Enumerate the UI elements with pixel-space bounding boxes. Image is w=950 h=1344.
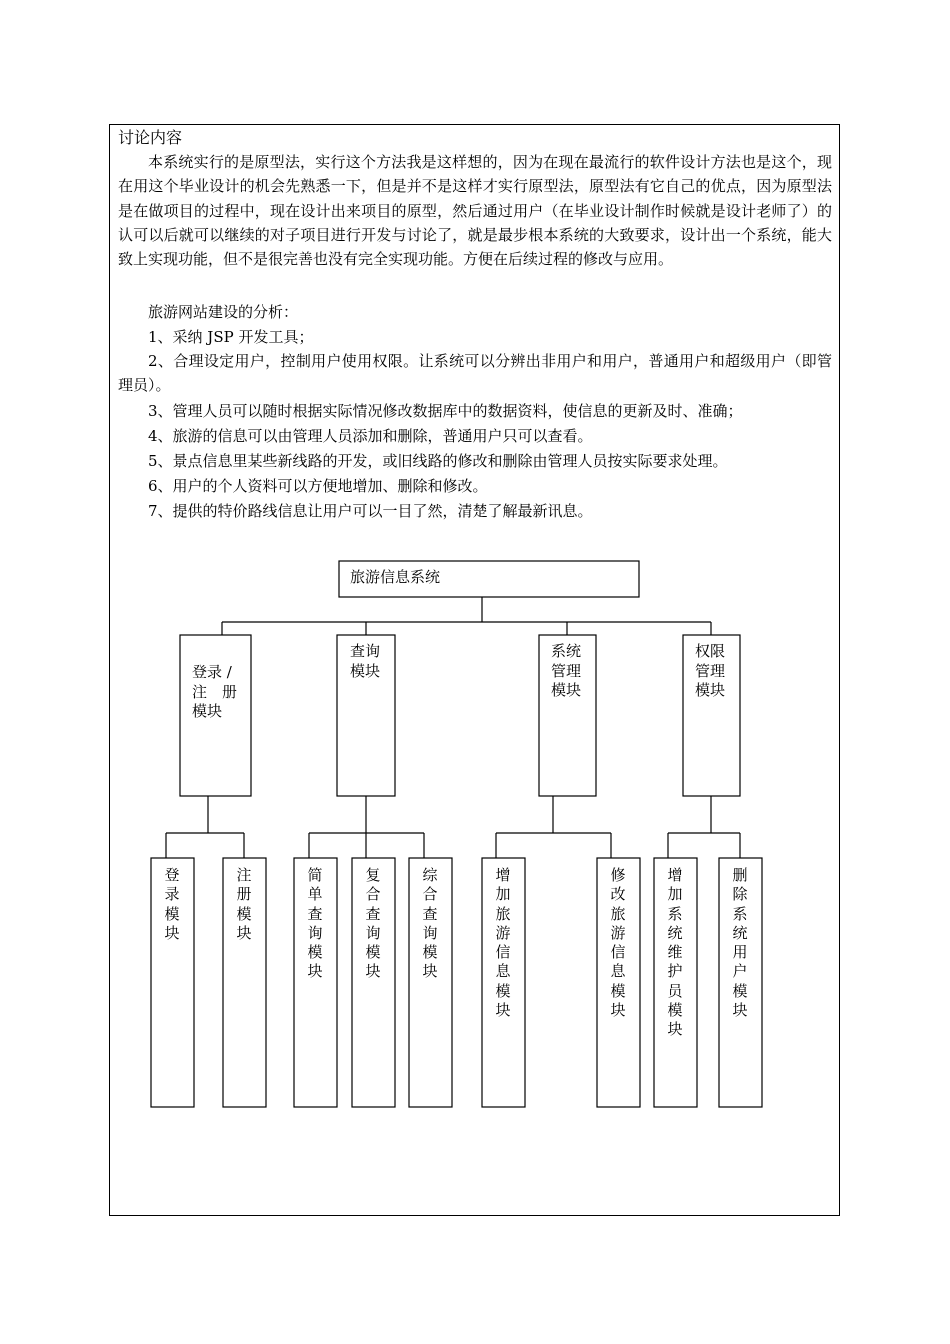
- leaf-label: 增加旅游信息模块: [495, 866, 511, 1020]
- list-item: 5、景点信息里某些新线路的开发，或旧线路的修改和删除由管理人员按实际要求处理。: [148, 452, 728, 470]
- leaf-label: 登录模块: [164, 866, 180, 942]
- list-item: 1、采纳 JSP 开发工具；: [148, 328, 314, 346]
- intro-paragraph: 本系统实行的是原型法，实行这个方法我是这样想的，因为在现在最流行的软件设计方法也是这个，现在用这个毕业设计的机会先熟悉一下，但是并不是这样才实行原型法，原型法有它自己的优点，因为原型法是在做项目的过程中，现在设计出来项目的原型，然后通过用户（在毕业设计制作时候就是设计老师了）的认可以后就可以继续的对子项目进行开发与讨论了，就是最步根本系统的大致要求，设计出一个系统，能大致上实现功能，但不是很完善也没有完全实现功能。方便在后续过程的修改与应用。: [118, 153, 832, 269]
- leaf-label: 注册模块: [236, 866, 252, 942]
- leaf-label: 增加系统维护员模块: [667, 866, 683, 1039]
- list-item: 6、用户的个人资料可以方便地增加、删除和修改。: [148, 477, 488, 495]
- leaf-label: 修改旅游信息模块: [610, 866, 626, 1020]
- list-item: 3、管理人员可以随时根据实际情况修改数据库中的数据资料，使信息的更新及时、准确；: [148, 402, 743, 420]
- root-label: 旅游信息系统: [350, 568, 441, 586]
- leaf-label: 删除系统用户模块: [732, 866, 748, 1020]
- module-label-system: 系统管理模块: [551, 642, 582, 699]
- module-label-query: 查询模块: [350, 642, 381, 680]
- section-heading: 讨论内容: [118, 128, 183, 147]
- leaf-label: 简单查询模块: [307, 866, 323, 981]
- module-label-permission: 权限管理模块: [695, 642, 726, 699]
- analysis-title: 旅游网站建设的分析：: [148, 303, 299, 321]
- list-item: 7、提供的特价路线信息让用户可以一目了然，清楚了解最新讯息。: [148, 502, 593, 520]
- leaf-label: 综合查询模块: [422, 866, 438, 981]
- list-item: 2、合理设定用户，控制用户使用权限。让系统可以分辨出非用户和用户，普通用户和超级用户（即管理员）。: [118, 352, 832, 395]
- list-item: 4、旅游的信息可以由管理人员添加和删除，普通用户只可以查看。: [148, 427, 593, 445]
- module-label-login: 登录 / 注 册 模块: [192, 663, 238, 720]
- leaf-label: 复合查询模块: [365, 866, 381, 981]
